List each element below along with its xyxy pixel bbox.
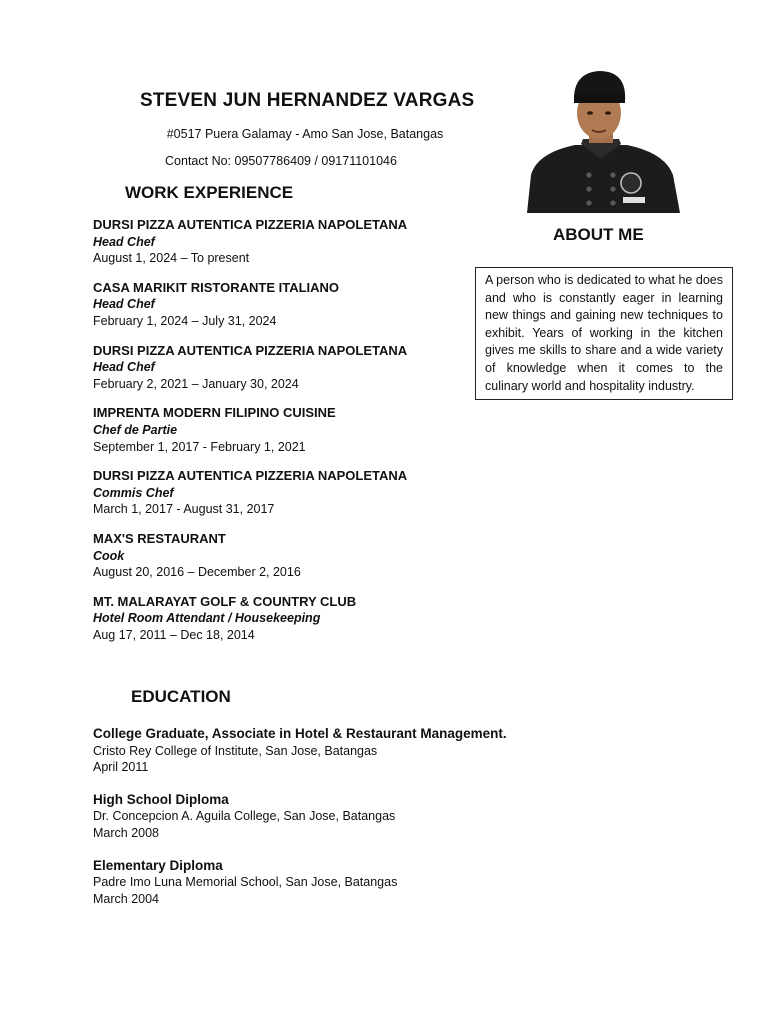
job-entry <box>93 217 473 267</box>
job-entry <box>93 405 473 455</box>
job-dates: February 1, 2024 – July 31, 2024 <box>93 313 277 328</box>
education-degree: Elementary Diploma <box>93 857 223 873</box>
job-role: Head Chef <box>93 234 155 249</box>
education-date: March 2008 <box>93 825 160 840</box>
job-entry <box>93 468 473 518</box>
applicant-name: STEVEN JUN HERNANDEZ VARGAS <box>140 90 475 111</box>
job-dates: August 20, 2016 – December 2, 2016 <box>93 565 301 580</box>
education-entry <box>93 858 553 908</box>
job-company: MT. MALARAYAT GOLF & COUNTRY CLUB <box>93 593 357 609</box>
contact-line: Contact No: 09507786409 / 09171101046 <box>165 154 397 168</box>
job-role: Head Chef <box>93 297 155 312</box>
section-title-education: EDUCATION <box>131 687 231 706</box>
education-entry <box>93 792 553 842</box>
job-role: Head Chef <box>93 360 155 375</box>
education-degree: High School Diploma <box>93 791 229 807</box>
job-entry <box>93 531 473 581</box>
address-line: #0517 Puera Galamay - Amo San Jose, Batangas <box>166 127 444 141</box>
profile-photo <box>515 47 687 213</box>
job-company: DURSI PIZZA AUTENTICA PIZZERIA NAPOLETANA <box>93 342 408 358</box>
job-dates: September 1, 2017 - February 1, 2021 <box>93 439 306 454</box>
education-list <box>93 726 553 923</box>
job-company: DURSI PIZZA AUTENTICA PIZZERIA NAPOLETANA <box>93 217 408 232</box>
job-company: CASA MARIKIT RISTORANTE ITALIANO <box>93 279 340 295</box>
education-degree: College Graduate, Associate in Hotel & Restaurant Management. <box>93 726 507 741</box>
education-school: Dr. Concepcion A. Aguila College, San Jose, Batangas <box>93 809 396 824</box>
job-role: Chef de Partie <box>93 422 178 437</box>
job-dates: March 1, 2017 - August 31, 2017 <box>93 502 275 517</box>
job-entry <box>93 343 473 393</box>
job-role: Hotel Room Attendant / Housekeeping <box>93 611 321 626</box>
education-entry <box>93 726 553 776</box>
job-company: DURSI PIZZA AUTENTICA PIZZERIA NAPOLETANA <box>93 468 408 484</box>
section-title-work-experience: WORK EXPERIENCE <box>125 183 294 202</box>
education-school: Padre Imo Luna Memorial School, San Jose, Batangas <box>93 875 398 890</box>
education-school: Cristo Rey College of Institute, San Jose, Batangas <box>93 743 378 758</box>
job-dates: Aug 17, 2011 – Dec 18, 2014 <box>93 627 255 642</box>
job-dates: February 2, 2021 – January 30, 2024 <box>93 376 299 391</box>
job-company: MAX'S RESTAURANT <box>93 530 226 546</box>
section-title-about-me: ABOUT ME <box>553 225 644 244</box>
job-dates: August 1, 2024 – To present <box>93 251 250 266</box>
about-me-text: A person who is dedicated to what he does and who is constantly eager in learning new things and gaining new techniques to exhibit. Years of working in the kitchen gives me skills to share and a wide variety of knowledge when it comes to the culinary world and hospitality industry. <box>475 267 733 400</box>
job-company: IMPRENTA MODERN FILIPINO CUISINE <box>93 405 336 421</box>
job-role: Commis Chef <box>93 485 174 500</box>
job-entry <box>93 594 473 644</box>
work-experience-list <box>93 217 473 656</box>
job-role: Cook <box>93 548 125 563</box>
education-date: April 2011 <box>93 760 149 775</box>
education-date: March 2004 <box>93 891 160 906</box>
job-entry <box>93 280 473 330</box>
